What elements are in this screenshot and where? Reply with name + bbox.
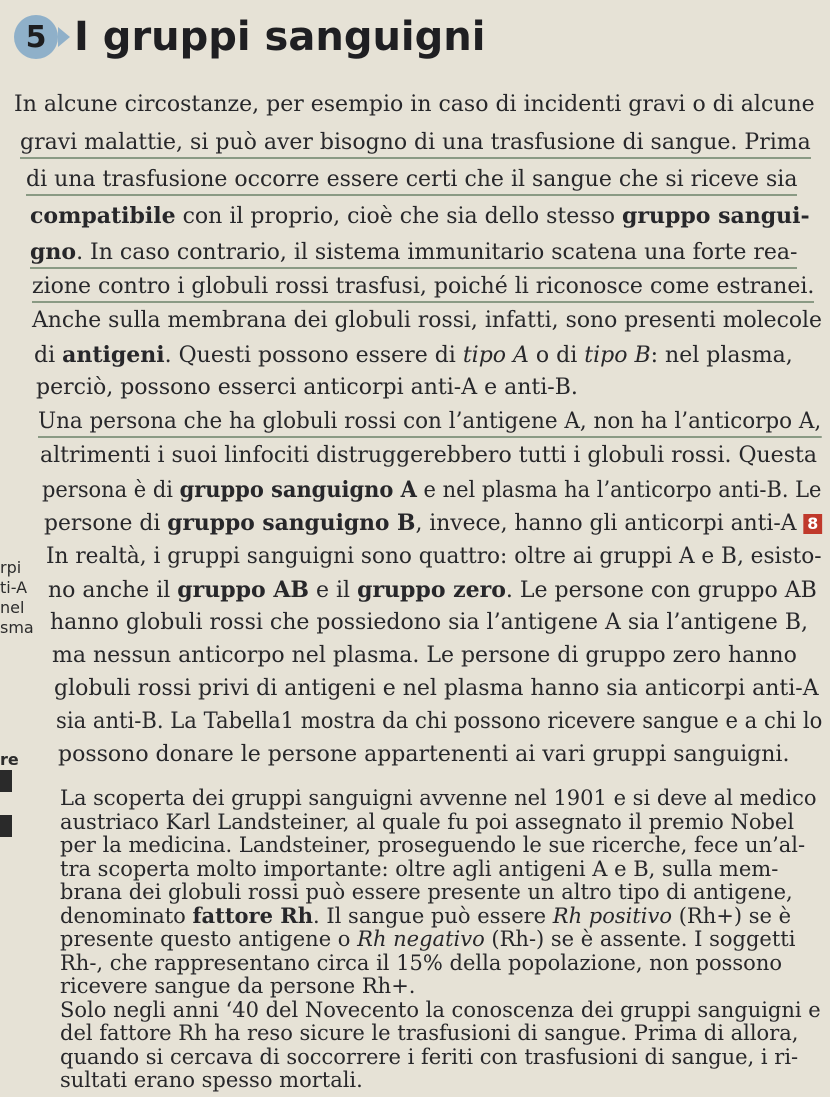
text-run: o di	[528, 343, 585, 368]
text-run: presente questo antigene o	[60, 927, 358, 951]
key-term: gruppo sanguigno A	[179, 477, 417, 503]
text-run: . Il sangue può essere	[313, 903, 553, 928]
paragraph-line: austriaco Karl Landsteiner, al quale fu poi assegnato il premio Nobel	[60, 809, 795, 834]
key-term: gruppo zero	[357, 577, 506, 603]
italic-term: tipo A	[462, 343, 529, 368]
paragraph-line: per la medicina. Landsteiner, proseguendo le sue ricerche, fece un’al-	[60, 833, 806, 857]
key-term: gruppo sangui-	[622, 203, 810, 229]
paragraph-line: hanno globuli rossi che possiedono sia l’antigene A sia l’antigene B,	[50, 610, 808, 635]
paragraph-line: possono donare le persone appartenenti ai vari gruppi sanguigni.	[58, 742, 790, 767]
paragraph-line: di una trasfusione occorre essere certi che il sangue che si riceve sia	[26, 166, 797, 196]
paragraph-line: altrimenti i suoi linfociti distruggerebbero tutti i globuli rossi. Questa	[40, 443, 817, 468]
text-run: no anche il	[48, 578, 178, 603]
text-run: persone di	[44, 511, 168, 536]
figure-reference-badge[interactable]: 8	[803, 514, 822, 534]
margin-fragment: re	[0, 750, 19, 769]
section-number-badge: 5	[14, 15, 58, 59]
margin-marker	[0, 815, 12, 837]
paragraph-line: brana dei globuli rossi può essere presente un altro tipo di antigene,	[60, 880, 793, 904]
paragraph-line: Solo negli anni ‘40 del Novecento la conoscenza dei gruppi sanguigni e	[60, 997, 821, 1022]
margin-fragment: sma	[0, 618, 34, 637]
text-run: (Rh-) se è assente. I soggetti	[484, 927, 796, 951]
paragraph-line	[34, 341, 793, 370]
text-run: di	[34, 343, 63, 368]
paragraph-line: gravi malattie, si può aver bisogno di una trasfusione di sangue. Prima	[20, 129, 811, 159]
text-run: : nel plasma,	[650, 343, 793, 368]
text-run: . Le persone con gruppo AB	[505, 578, 817, 603]
paragraph-line: quando si cercava di soccorrere i feriti con trasfusioni di sangue, i ri-	[60, 1044, 799, 1069]
text-run: denominato	[60, 903, 193, 928]
italic-term: Rh positivo	[552, 903, 673, 928]
paragraph-line: tra scoperta molto importante: oltre agli antigeni A e B, sulla mem-	[60, 856, 779, 881]
paragraph-line	[30, 238, 797, 269]
key-term: compatibile	[30, 203, 176, 229]
text-run: (Rh+) se è	[672, 903, 792, 928]
italic-term: Rh negativo	[357, 927, 485, 951]
paragraph-line	[42, 476, 821, 505]
margin-fragment: ti-A	[0, 578, 28, 597]
text-run: , invece, hanno gli anticorpi anti-A	[415, 511, 804, 536]
paragraph-line: perciò, possono esserci anticorpi anti-A e anti-B.	[36, 375, 578, 400]
text-run: con il proprio, cioè che sia dello stesso	[175, 204, 623, 229]
paragraph-line: In alcune circostanze, per esempio in caso di incidenti gravi o di alcune	[14, 92, 815, 117]
section-heading	[14, 14, 485, 60]
paragraph-line	[60, 927, 795, 951]
paragraph-line: In realtà, i gruppi sanguigni sono quattro: oltre ai gruppi A e B, esisto-	[46, 544, 822, 569]
paragraph-line: ricevere sangue da persone Rh+.	[60, 974, 416, 998]
paragraph-line	[48, 576, 817, 605]
paragraph-line	[30, 202, 810, 231]
paragraph-line	[44, 509, 822, 538]
text-run: e nel plasma ha l’anticorpo anti-B. Le	[416, 478, 822, 503]
key-term: gruppo AB	[177, 577, 309, 603]
paragraph-line: del fattore Rh ha reso sicure le trasfusioni di sangue. Prima di allora,	[60, 1021, 799, 1045]
paragraph-line: Una persona che ha globuli rossi con l’antigene A, non ha l’anticorpo A,	[38, 408, 821, 438]
key-term: fattore Rh	[192, 902, 313, 928]
margin-fragment: nel	[0, 598, 25, 617]
key-term: gruppo sanguigno B	[167, 510, 416, 536]
text-run: . In caso contrario, il sistema immunitario scatena una forte rea-	[76, 240, 798, 265]
paragraph-line: ma nessun anticorpo nel plasma. Le persone di gruppo zero hanno	[52, 643, 797, 668]
paragraph-line: sultati erano spesso mortali.	[60, 1068, 363, 1092]
text-run: persona è di	[42, 478, 180, 503]
paragraph-line	[60, 904, 791, 928]
text-run: . Questi possono essere di	[164, 343, 463, 368]
text-run: e il	[309, 578, 358, 603]
italic-term: tipo B	[584, 343, 651, 368]
paragraph-line: zione contro i globuli rossi trasfusi, poiché li riconosce come estranei.	[32, 273, 814, 303]
paragraph-line: sia anti-B. La Tabella1 mostra da chi possono ricevere sangue e a chi lo	[56, 709, 823, 734]
key-term: antigeni	[62, 342, 165, 368]
key-term: gno	[30, 239, 77, 265]
paragraph-line: La scoperta dei gruppi sanguigni avvenne nel 1901 e si deve al medico	[60, 786, 817, 810]
paragraph-line: Rh-, che rappresentano circa il 15% della popolazione, non possono	[60, 950, 782, 975]
section-title: I gruppi sanguigni	[74, 14, 486, 60]
paragraph-line: globuli rossi privi di antigeni e nel plasma hanno sia anticorpi anti-A	[54, 676, 819, 701]
margin-marker	[0, 770, 12, 792]
paragraph-line: Anche sulla membrana dei globuli rossi, infatti, sono presenti molecole	[32, 308, 823, 333]
margin-fragment: rpi	[0, 558, 22, 577]
